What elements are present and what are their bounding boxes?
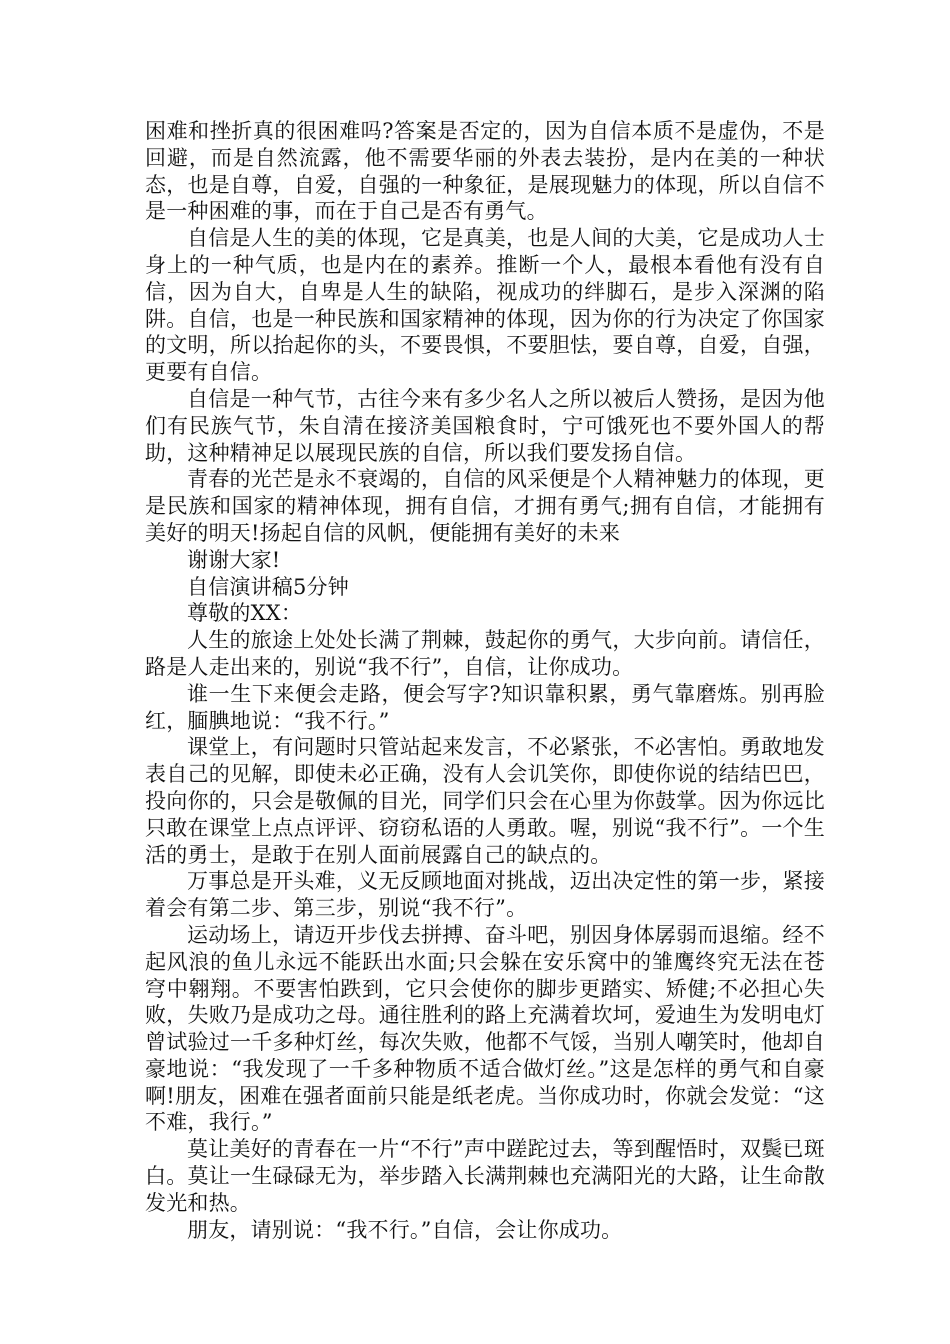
paragraph-14: 朋友，请别说：“我不行。”自信，会让你成功。 <box>187 1217 623 1242</box>
document-body <box>145 118 825 1243</box>
paragraph-13: 莫让美好的青春在一片“不行”声中蹉跎过去，等到醒悟时，双鬓已斑白。莫让一生碌碌无为，举步踏入长满荆棘也充满阳光的大路，让生命散发光和热。 <box>145 1137 825 1215</box>
paragraph-8: 人生的旅途上处处长满了荆棘，鼓起你的勇气，大步向前。请信任，路是人走出来的，别说“我不行”，自信，让你成功。 <box>145 628 825 679</box>
paragraph-12: 运动场上，请迈开步伐去拼搏、奋斗吧，别因身体孱弱而退缩。经不起风浪的鱼儿永远不能跃出水面;只会躲在安乐窝中的雏鹰终究无法在苍穹中翱翔。不要害怕跌到，它只会使你的脚步更踏实、矫健;不必担心失败，失败乃是成功之母。通往胜利的路上充满着坎坷，爱迪生为发明电灯曾试验过一千多种灯丝，每次失败，他都不气馁，当别人嘲笑时，他却自豪地说：“我发现了一千多种物质不适合做灯丝。”这是怎样的勇气和自豪啊!朋友，困难在强者面前只能是纸老虎。当你成功时，你就会发觉：“这不难，我行。” <box>145 922 825 1135</box>
section-title: 自信演讲稿5分钟 <box>187 574 349 599</box>
paragraph-9: 谁一生下来便会走路，便会写字?知识靠积累，勇气靠磨炼。别再脸红，腼腆地说：“我不行。” <box>145 681 825 733</box>
paragraph-3: 自信是一种气节，古往今来有多少名人之所以被后人赞扬，是因为他们有民族气节，朱自清在接济美国粮食时，宁可饿死也不要外国人的帮助，这种精神足以展现民族的自信，所以我们要发扬自信。 <box>145 386 825 465</box>
paragraph-11: 万事总是开头难，义无反顾地面对挑战，迈出决定性的第一步，紧接着会有第二步、第三步，别说“我不行”。 <box>145 869 825 921</box>
salutation: 尊敬的XX： <box>187 601 303 626</box>
closing-thanks: 谢谢大家! <box>187 547 281 572</box>
paragraph-10: 课堂上，有问题时只管站起来发言，不必紧张，不必害怕。勇敢地发表自己的见解，即使未必正确，没有人会讥笑你，即使你说的结结巴巴，投向你的，只会是敬佩的目光，同学们只会在心里为你鼓掌。因为你远比只敢在课堂上点点评评、窃窃私语的人勇敢。喔，别说“我不行”。一个生活的勇士，是敢于在别人面前展露自己的缺点的。 <box>145 735 825 867</box>
paragraph-4: 青春的光芒是永不衰竭的，自信的风采便是个人精神魅力的体现，更是民族和国家的精神体现，拥有自信，才拥有勇气;拥有自信，才能拥有美好的明天!扬起自信的风帆，便能拥有美好的未来 <box>145 467 825 545</box>
paragraph-2: 自信是人生的美的体现，它是真美，也是人间的大美，它是成功人士身上的一种气质，也是内在的素养。推断一个人，最根本看他有没有自信，因为自大，自卑是人生的缺陷，视成功的绊脚石，是步入深渊的陷阱。自信，也是一种民族和国家精神的体现，因为你的行为决定了你国家的文明，所以抬起你的头，不要畏惧，不要胆怯，要自尊，自爱，自强，更要有自信。 <box>145 226 825 385</box>
paragraph-1: 困难和挫折真的很困难吗?答案是否定的，因为自信本质不是虚伪，不是回避，而是自然流露，他不需要华丽的外表去装扮，是内在美的一种状态，也是自尊，自爱，自强的一种象征，是展现魅力的体现，所以自信不是一种困难的事，而在于自己是否有勇气。 <box>145 119 825 224</box>
